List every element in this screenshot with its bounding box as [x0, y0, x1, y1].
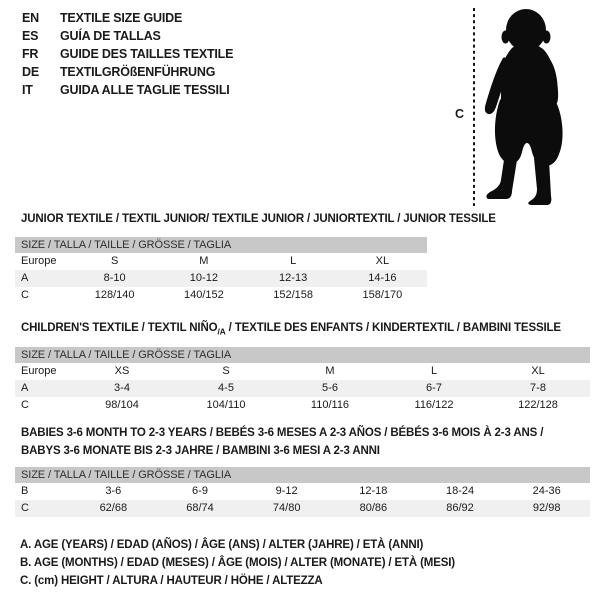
- size-header-bar: SIZE / TALLA / TAILLE / GRÖSSE / TAGLIA: [15, 347, 590, 363]
- table-row: [15, 500, 590, 517]
- height-cell: 140/152: [183, 289, 224, 301]
- language-code: FR: [22, 47, 39, 61]
- footnote-age-years: A. AGE (YEARS) / EDAD (AÑOS) / ÂGE (ANS) / ALTER (JAHRE) / ETÀ (ANNI): [20, 539, 424, 551]
- children-size-table: [15, 347, 590, 414]
- guide-title: GUIDA ALLE TAGLIE TESSILI: [60, 83, 230, 97]
- guide-title: GUIDE DES TAILLES TEXTILE: [60, 47, 234, 61]
- table-row: [15, 397, 590, 414]
- row-label: A: [21, 272, 29, 284]
- size-cell: M: [325, 365, 335, 377]
- title-text: / TEXTILE DES ENFANTS / KINDERTEXTIL / BAMBINI TESSILE: [225, 322, 561, 334]
- language-row-de: [22, 63, 233, 81]
- row-label: C: [21, 502, 29, 514]
- height-dashed-line: [472, 8, 476, 211]
- height-cell: 158/170: [362, 289, 403, 301]
- size-cell: S: [222, 365, 230, 377]
- age-cell: 8-10: [103, 272, 126, 284]
- height-cell: 62/68: [99, 502, 128, 514]
- junior-size-table: [15, 237, 427, 304]
- row-label: A: [21, 382, 29, 394]
- age-cell: 7-8: [530, 382, 546, 394]
- height-cell: 104/110: [206, 399, 246, 411]
- language-code: EN: [22, 11, 39, 25]
- language-row-it: [22, 81, 233, 99]
- height-cell: 116/122: [414, 399, 454, 411]
- row-label: C: [21, 399, 29, 411]
- size-header-bar: SIZE / TALLA / TAILLE / GRÖSSE / TAGLIA: [15, 237, 427, 253]
- size-cell: S: [110, 255, 119, 267]
- footnote-age-months: B. AGE (MONTHS) / EDAD (MESES) / ÂGE (MOIS) / ALTER (MONATE) / ETÀ (MESI): [20, 557, 455, 569]
- age-cell: 6-9: [192, 485, 208, 497]
- babies-table-title: [21, 425, 543, 460]
- guide-title: GUÍA DE TALLAS: [60, 29, 161, 43]
- table-row: [15, 253, 427, 270]
- title-line: BABYS 3-6 MONATE BIS 2-3 JAHRE / BAMBINI 3-6 MESI A 2-3 ANNI: [21, 444, 380, 457]
- language-code: ES: [22, 29, 39, 43]
- size-cell: XS: [114, 365, 130, 377]
- height-cell: 98/104: [105, 399, 139, 411]
- age-cell: 12-13: [279, 272, 308, 284]
- table-row: [15, 287, 427, 304]
- table-row: [15, 483, 590, 500]
- size-cell: XL: [531, 365, 545, 377]
- table-row: [15, 363, 590, 380]
- legend-footnotes: [20, 536, 455, 590]
- height-measure-label: C: [455, 107, 465, 121]
- row-label: B: [21, 485, 29, 497]
- height-cell: 92/98: [532, 502, 561, 514]
- age-cell: 3-4: [114, 382, 130, 394]
- language-row-en: [22, 9, 233, 27]
- age-cell: 24-36: [532, 485, 561, 497]
- height-cell: 122/128: [518, 399, 558, 411]
- guide-title: TEXTILE SIZE GUIDE: [60, 11, 183, 25]
- footnote-height: C. (cm) HEIGHT / ALTURA / HAUTEUR / HÖHE / ALTEZZA: [20, 575, 323, 587]
- age-cell: 6-7: [426, 382, 442, 394]
- table-row: [15, 380, 590, 397]
- size-cell: L: [290, 255, 297, 267]
- language-title-list: [22, 9, 233, 99]
- size-cell: L: [430, 365, 438, 377]
- title-line: BABIES 3-6 MONTH TO 2-3 YEARS / BEBÉS 3-6 MESES A 2-3 AÑOS / BÉBÉS 3-6 MOIS À 2-3 ANS /: [21, 427, 544, 439]
- language-row-fr: [22, 45, 233, 63]
- guide-title: TEXTILGRÖßENFÜHRUNG: [60, 65, 216, 79]
- row-label: Europe: [21, 255, 57, 267]
- babies-size-table: [15, 467, 590, 517]
- toddler-silhouette-icon: [479, 8, 591, 213]
- height-cell: 86/92: [446, 502, 474, 514]
- row-label: C: [21, 289, 29, 301]
- age-cell: 5-6: [322, 382, 338, 394]
- height-cell: 68/74: [186, 502, 214, 514]
- junior-table-title: JUNIOR TEXTILE / TEXTIL JUNIOR/ TEXTILE JUNIOR / JUNIORTEXTIL / JUNIOR TESSILE: [21, 213, 496, 225]
- height-cell: 128/140: [94, 289, 135, 301]
- age-cell: 3-6: [105, 485, 122, 497]
- age-cell: 18-24: [445, 485, 475, 497]
- age-cell: 14-16: [368, 272, 397, 284]
- table-row: [15, 270, 427, 287]
- row-label: Europe: [21, 365, 57, 377]
- age-cell: 4-5: [218, 382, 234, 394]
- title-subscript: /A: [217, 326, 226, 337]
- children-table-title: [21, 322, 561, 336]
- age-cell: 12-18: [359, 485, 388, 497]
- size-cell: XL: [375, 255, 390, 267]
- size-header-bar: SIZE / TALLA / TAILLE / GRÖSSE / TAGLIA: [15, 467, 590, 483]
- language-code: IT: [22, 83, 33, 97]
- height-cell: 74/80: [272, 502, 301, 514]
- title-text: CHILDREN'S TEXTILE / TEXTIL NIÑO: [21, 322, 218, 334]
- height-cell: 80/86: [359, 502, 388, 514]
- age-cell: 10-12: [189, 272, 218, 284]
- age-cell: 9-12: [275, 485, 298, 497]
- size-cell: M: [199, 255, 209, 267]
- height-cell: 110/116: [310, 399, 350, 411]
- height-cell: 152/158: [273, 289, 313, 301]
- language-row-es: [22, 27, 233, 45]
- language-code: DE: [22, 65, 39, 79]
